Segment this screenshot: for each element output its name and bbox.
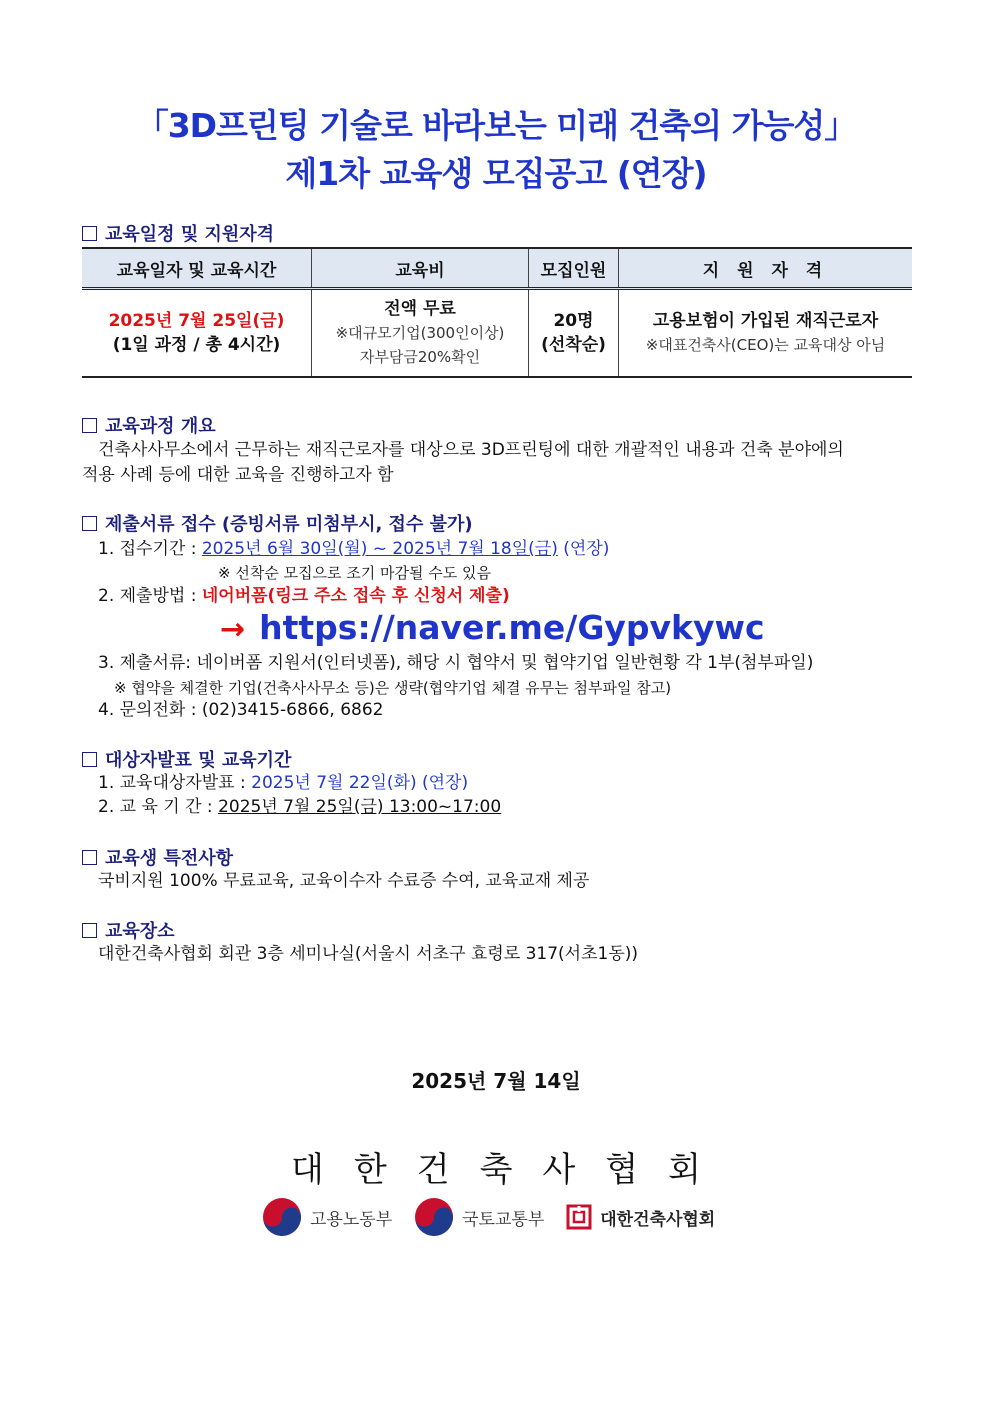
logo-molit-text: 국토교통부 — [462, 1209, 545, 1230]
logo-moel — [262, 1197, 392, 1237]
section-documents-heading — [82, 510, 473, 536]
taegeuk-icon — [262, 1197, 302, 1237]
table-header-row — [82, 248, 912, 289]
period-note: ※ 선착순 모집으로 조기 마감될 수도 있음 — [218, 564, 492, 582]
schedule-table — [82, 247, 912, 378]
section-benefits-label: 교육생 특전사항 — [105, 848, 233, 869]
kira-emblem-icon — [566, 1204, 592, 1230]
announce-period-row — [98, 795, 501, 820]
overview-line1: 건축사사무소에서 근무하는 재직근로자를 대상으로 3D프린팅에 대한 개괄적인 내용과 건축 분야에의 — [98, 440, 844, 460]
logo-molit — [414, 1197, 544, 1237]
col-header-fee: 교육비 — [312, 248, 529, 289]
application-link[interactable] — [220, 608, 765, 647]
cell-count — [529, 289, 619, 378]
cell-fee — [312, 289, 529, 378]
logo-kira — [566, 1204, 715, 1230]
docs-note: ※ 협약을 체결한 기업(건축사사무소 등)은 생략(협약기업 체결 유무는 첨부파일 참고) — [114, 679, 672, 697]
arrow-right-icon: → — [220, 612, 246, 647]
col-header-qualification: 지 원 자 격 — [619, 248, 913, 289]
section-schedule-label: 교육일정 및 지원자격 — [105, 224, 275, 245]
section-announce-label: 대상자발표 및 교육기간 — [105, 750, 292, 771]
checkbox-square-icon — [82, 850, 97, 865]
checkbox-square-icon — [82, 923, 97, 938]
section-location-label: 교육장소 — [105, 921, 175, 942]
doc-title-line1: 「3D프린팅 기술로 바라보는 미래 건축의 가능성」 — [135, 106, 857, 145]
logo-kira-text: 대한건축사협회 — [600, 1209, 716, 1230]
checkbox-square-icon — [82, 418, 97, 433]
fee-main: 전액 무료 — [384, 299, 456, 319]
organization-name: 대한건축사협회 — [291, 1150, 731, 1190]
col-header-count: 모집인원 — [529, 248, 619, 289]
doc-title-line2: 제1차 교육생 모집공고 (연장) — [285, 154, 707, 193]
checkbox-square-icon — [82, 752, 97, 767]
cell-date — [82, 289, 312, 378]
section-overview-label: 교육과정 개요 — [105, 416, 216, 437]
col-header-date: 교육일자 및 교육시간 — [82, 248, 312, 289]
url-text[interactable]: https://naver.me/Gypvkywc — [259, 608, 765, 647]
period-value: 2025년 6월 30일(월) ~ 2025년 7월 18일(금) — [201, 539, 558, 559]
section-announce-heading — [82, 746, 291, 772]
announce-target-value: 2025년 7월 22일(화) (연장) — [251, 773, 469, 793]
announce-target-row — [98, 771, 468, 796]
count-sub: (선착순) — [541, 335, 606, 355]
qual-note: ※대표건축사(CEO)는 교육대상 아님 — [645, 336, 886, 354]
method-row — [98, 584, 510, 609]
period-row — [98, 537, 609, 562]
cell-qualification — [619, 289, 913, 378]
period-label: 1. 접수기간 : — [98, 539, 197, 559]
section-documents-label: 제출서류 접수 (증빙서류 미첨부시, 접수 불가) — [105, 514, 473, 535]
section-location-heading — [82, 917, 175, 943]
qual-main: 고용보험이 가입된 재직근로자 — [652, 311, 879, 331]
checkbox-square-icon — [82, 516, 97, 531]
section-overview-heading — [82, 412, 216, 438]
logo-moel-text: 고용노동부 — [310, 1209, 393, 1230]
benefits-line: 국비지원 100% 무료교육, 교육이수자 수료증 수여, 교육교재 제공 — [98, 871, 590, 891]
date-sub: (1일 과정 / 총 4시간) — [112, 335, 281, 355]
announce-period-label: 2. 교 육 기 간 : — [98, 797, 213, 817]
announce-period-value: 2025년 7월 25일(금) 13:00~17:00 — [218, 797, 502, 817]
docs-line: 3. 제출서류: 네이버폼 지원서(인터넷폼), 해당 시 협약서 및 협약기업 일반현황 각 1부(첨부파일) — [98, 653, 814, 673]
announce-target-label: 1. 교육대상자발표 : — [98, 773, 246, 793]
taegeuk-icon — [414, 1197, 454, 1237]
section-benefits-heading — [82, 844, 233, 870]
checkbox-square-icon — [82, 226, 97, 241]
fee-note2: 자부담금20%확인 — [359, 348, 481, 366]
announcement-date: 2025년 7월 14일 — [411, 1069, 581, 1093]
overview-line2: 적용 사례 등에 대한 교육을 진행하고자 함 — [82, 465, 394, 485]
date-main: 2025년 7월 25일(금) — [108, 311, 285, 331]
logo-row — [262, 1195, 737, 1239]
location-line: 대한건축사협회 회관 3층 세미나실(서울시 서초구 효령로 317(서초1동)) — [98, 944, 639, 964]
fee-note1: ※대규모기업(300인이상) — [335, 324, 505, 342]
method-label: 2. 제출방법 : — [98, 586, 197, 606]
count-main: 20명 — [553, 311, 594, 331]
phone-line: 4. 문의전화 : (02)3415-6866, 6862 — [98, 700, 384, 720]
section-schedule-heading — [82, 220, 274, 246]
table-row — [82, 289, 912, 378]
period-ext: (연장) — [563, 539, 610, 559]
method-value: 네어버폼(링크 주소 접속 후 신청서 제출) — [201, 586, 510, 606]
